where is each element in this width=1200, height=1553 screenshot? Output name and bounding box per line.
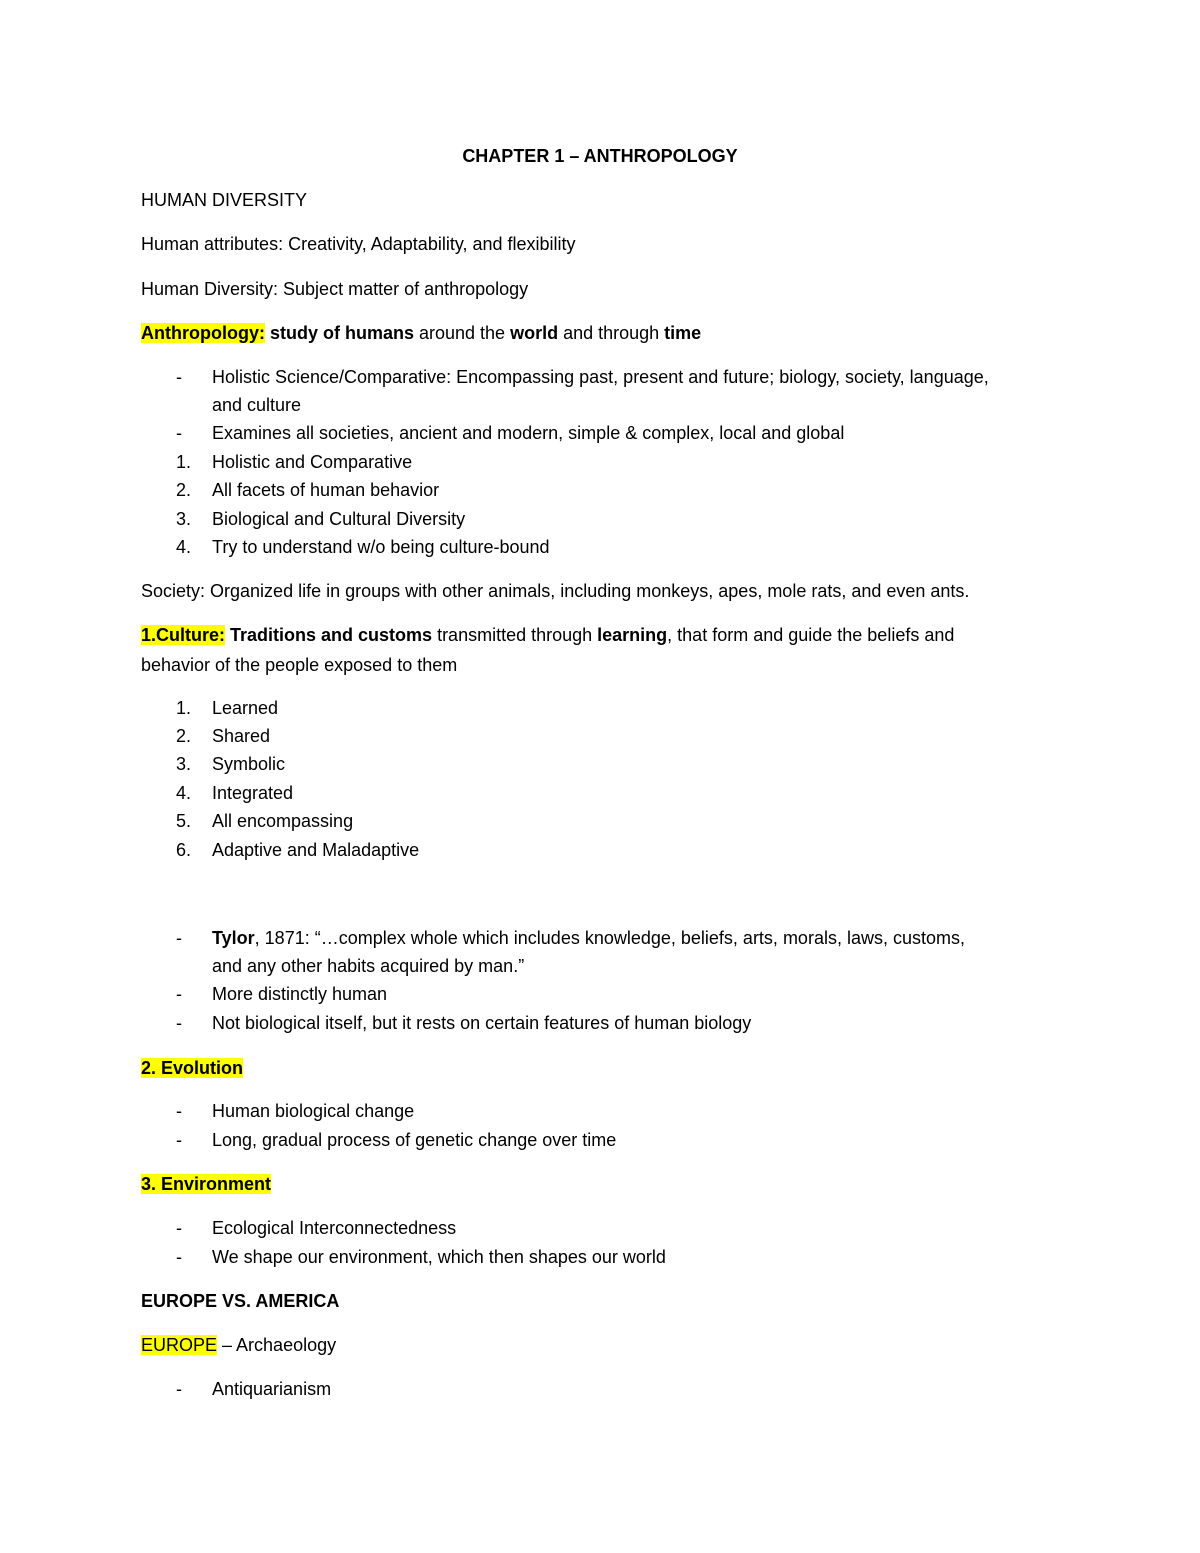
list-item-text: Antiquarianism <box>212 1379 332 1399</box>
number-marker: 2. <box>176 726 192 746</box>
list-item <box>176 782 293 804</box>
list-item <box>176 1217 456 1239</box>
europe-vs-america-heading: EUROPE VS. AMERICA <box>141 1291 340 1311</box>
environment-heading: 3. Environment <box>141 1174 272 1194</box>
number-marker: 3. <box>176 754 192 774</box>
culture-definition <box>141 624 954 646</box>
evolution-heading: 2. Evolution <box>141 1058 244 1078</box>
list-item-text: Adaptive and Maladaptive <box>212 840 420 860</box>
tylor-name: Tylor <box>212 928 255 948</box>
list-item-text: All facets of human behavior <box>212 480 440 500</box>
list-item-text: Shared <box>212 726 271 746</box>
list-item-text: Long, gradual process of genetic change over time <box>212 1130 617 1150</box>
anthropology-term: Anthropology: <box>141 323 265 343</box>
list-item-text: Ecological Interconnectedness <box>212 1218 457 1238</box>
society-definition: Society: Organized life in groups with other animals, including monkeys, apes, mole rats, and even ants. <box>141 581 970 601</box>
bullet-marker: - <box>176 1218 182 1238</box>
culture-text-1: transmitted through <box>432 625 598 645</box>
number-marker: 5. <box>176 811 192 831</box>
list-item-continuation: and any other habits acquired by man.” <box>212 956 525 976</box>
number-marker: 4. <box>176 783 192 803</box>
list-item <box>176 810 353 832</box>
list-item <box>176 927 965 949</box>
list-item <box>176 839 419 861</box>
culture-text-2: , that form and guide the beliefs and <box>667 625 955 645</box>
bullet-marker: - <box>176 367 182 387</box>
list-item-continuation: and culture <box>212 395 302 415</box>
list-item <box>176 508 465 530</box>
list-item-text: Holistic Science/Comparative: Encompassing past, present and future; biology, society, language, <box>212 367 989 387</box>
list-item-text: Try to understand w/o being culture-bound <box>212 537 550 557</box>
list-item <box>176 753 285 775</box>
list-item-text: Symbolic <box>212 754 286 774</box>
list-item-text: We shape our environment, which then shapes our world <box>212 1247 666 1267</box>
bullet-marker: - <box>176 928 182 948</box>
list-item <box>176 1129 616 1151</box>
number-marker: 1. <box>176 698 192 718</box>
number-marker: 2. <box>176 480 192 500</box>
bullet-marker: - <box>176 1013 182 1033</box>
attributes-label: Human attributes: <box>141 234 284 254</box>
attributes-text: Creativity, Adaptability, and flexibility <box>283 234 576 254</box>
number-marker: 6. <box>176 840 192 860</box>
culture-definition-continuation: behavior of the people exposed to them <box>141 655 458 675</box>
europe-line <box>141 1334 336 1356</box>
number-marker: 4. <box>176 537 192 557</box>
list-item-text: Integrated <box>212 783 294 803</box>
number-marker: 1. <box>176 452 192 472</box>
bullet-marker: - <box>176 1247 182 1267</box>
list-item-text: Holistic and Comparative <box>212 452 413 472</box>
list-item <box>176 366 989 388</box>
list-item <box>176 725 270 747</box>
list-item-text: , 1871: “…complex whole which includes knowledge, beliefs, arts, morals, laws, customs, <box>254 928 965 948</box>
page-title: CHAPTER 1 – ANTHROPOLOGY <box>462 146 738 166</box>
anthropology-bold-2: world <box>510 323 559 343</box>
list-item <box>176 1378 331 1400</box>
list-item <box>176 479 439 501</box>
culture-bold-1: Traditions and customs <box>225 625 433 645</box>
human-diversity-heading: HUMAN DIVERSITY <box>141 190 308 210</box>
list-item-text: More distinctly human <box>212 984 388 1004</box>
bullet-marker: - <box>176 984 182 1004</box>
anthropology-text-2: and through <box>558 323 665 343</box>
anthropology-definition <box>141 322 701 344</box>
list-item <box>176 536 550 558</box>
list-item <box>176 697 278 719</box>
bullet-marker: - <box>176 1101 182 1121</box>
attributes-line <box>141 233 576 255</box>
number-marker: 3. <box>176 509 192 529</box>
list-item <box>176 1100 414 1122</box>
europe-term: EUROPE <box>141 1335 218 1355</box>
bullet-marker: - <box>176 1379 182 1399</box>
list-item-text: Examines all societies, ancient and modern, simple & complex, local and global <box>212 423 845 443</box>
anthropology-bold-3: time <box>664 323 702 343</box>
list-item-text: Learned <box>212 698 279 718</box>
europe-text: – Archaeology <box>217 1335 337 1355</box>
diversity-text: Subject matter of anthropology <box>278 279 529 299</box>
list-item-text: Human biological change <box>212 1101 415 1121</box>
diversity-line <box>141 278 528 300</box>
diversity-label: Human Diversity: <box>141 279 279 299</box>
anthropology-text-1: around the <box>414 323 511 343</box>
list-item <box>176 1012 751 1034</box>
bullet-marker: - <box>176 1130 182 1150</box>
list-item <box>176 983 387 1005</box>
list-item-text: All encompassing <box>212 811 354 831</box>
list-item-text: Biological and Cultural Diversity <box>212 509 466 529</box>
list-item <box>176 422 844 444</box>
list-item-text: Not biological itself, but it rests on certain features of human biology <box>212 1013 752 1033</box>
culture-term: 1.Culture: <box>141 625 226 645</box>
list-item <box>176 451 412 473</box>
anthropology-bold-1: study of humans <box>264 323 414 343</box>
bullet-marker: - <box>176 423 182 443</box>
list-item <box>176 1246 666 1268</box>
culture-bold-2: learning <box>597 625 668 645</box>
